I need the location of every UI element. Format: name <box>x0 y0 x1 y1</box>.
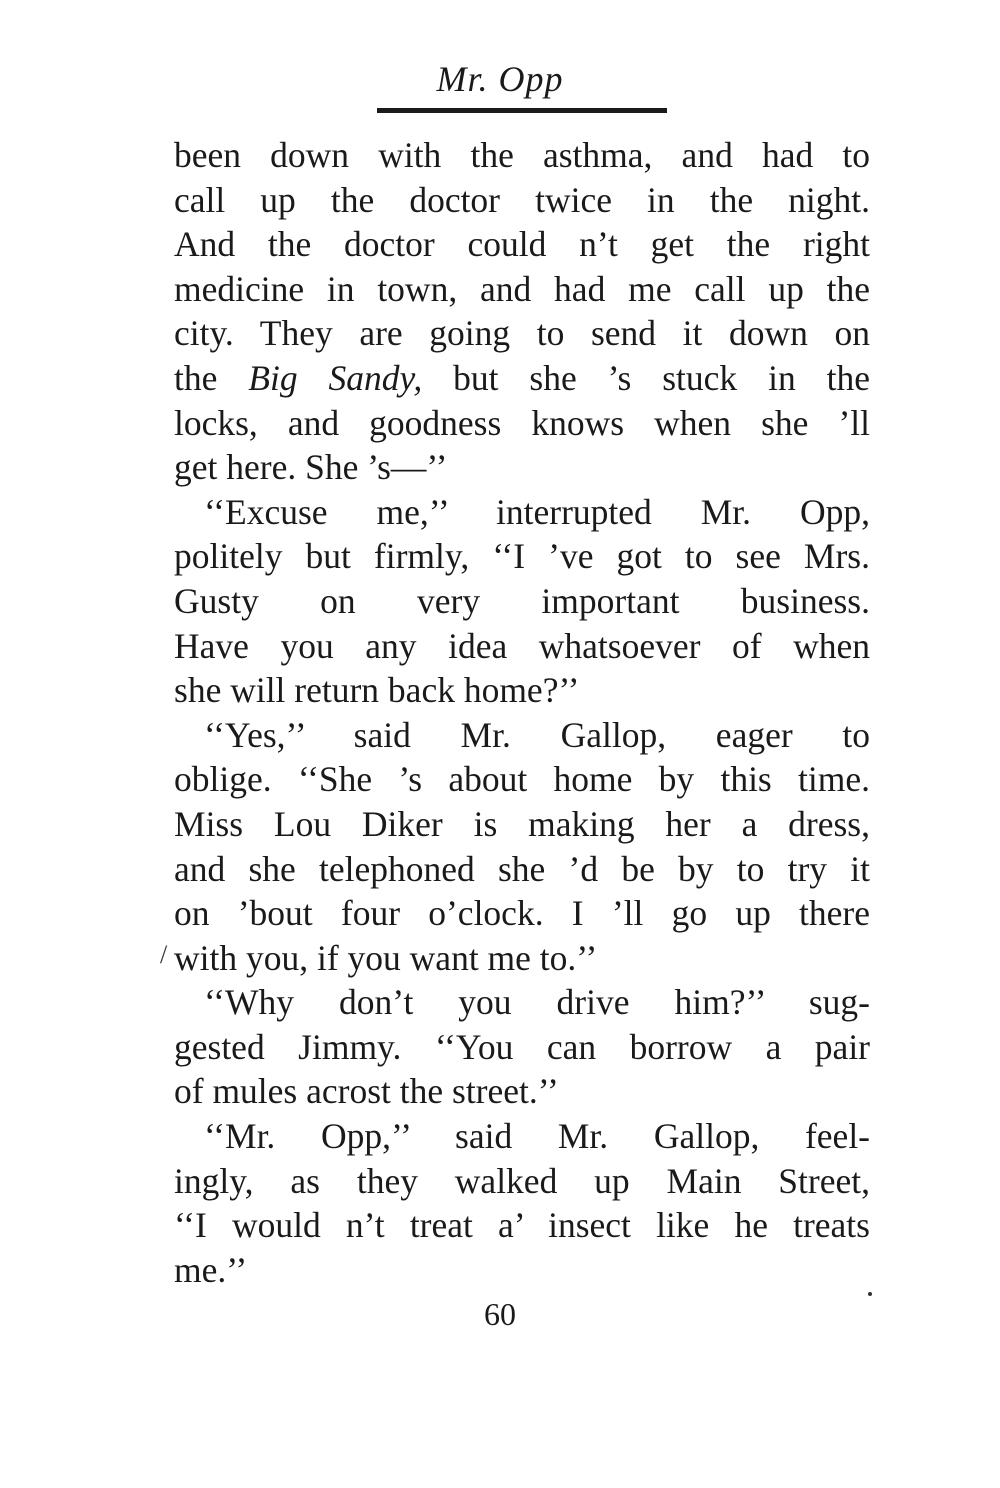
text-line: ‘‘I would n’t treat a’ insect like he treats <box>174 1205 870 1246</box>
text-line <box>174 356 870 401</box>
text-line: locks, and goodness knows when she ’ll <box>174 402 870 443</box>
text-line: ingly, as they walked up Main Street, <box>174 1160 870 1201</box>
text-line: city. They are going to send it down on <box>174 313 870 354</box>
text-line: medicine in town, and had me call up the <box>174 268 870 309</box>
paragraph-2 <box>174 490 870 713</box>
ship-name: Big Sandy, <box>248 357 423 398</box>
paragraph-4 <box>174 980 870 1114</box>
text-line: on ’bout four o’clock. I ’ll go up there <box>174 893 870 934</box>
text-line: and she telephoned she ’d be by to try it <box>174 848 870 889</box>
header-rule <box>377 108 667 113</box>
text-line: call up the doctor twice in the night. <box>174 179 870 220</box>
text-line: oblige. ‘‘She ’s about home by this time. <box>174 759 870 800</box>
paragraph-1 <box>174 133 870 490</box>
text-line: And the doctor could n’t get the right <box>174 224 870 265</box>
running-head: Mr. Opp <box>436 59 564 99</box>
text-line: me.’’ <box>174 1249 248 1290</box>
text-fragment: but she ’s stuck in the <box>422 357 870 398</box>
text-line: gested Jimmy. ‘‘You can borrow a pair <box>174 1026 870 1067</box>
text-line: ‘‘Why don’t you drive him?’’ sug- <box>204 982 870 1023</box>
margin-mark: / <box>160 940 168 969</box>
text-line: ‘‘Mr. Opp,’’ said Mr. Gallop, feel- <box>204 1116 870 1157</box>
text-line: Miss Lou Diker is making her a dress, <box>174 803 870 844</box>
paragraph-5 <box>174 1114 870 1292</box>
text-line: Gusty on very important business. <box>174 580 870 621</box>
paragraph-3 <box>174 713 870 981</box>
text-line: get here. She ’s—’’ <box>174 447 448 488</box>
text-line: she will return back home?’’ <box>174 670 580 711</box>
body-text <box>174 133 870 1292</box>
text-line: been down with the asthma, and had to <box>174 135 870 175</box>
text-fragment: the <box>174 357 249 398</box>
text-line: with you, if you want me to.’’ <box>174 937 598 978</box>
text-line: ‘‘Excuse me,’’ interrupted Mr. Opp, <box>204 491 870 532</box>
text-line: of mules acrost the street.’’ <box>174 1071 559 1112</box>
text-line: Have you any idea whatsoever of when <box>174 625 870 666</box>
page-number: 60 <box>484 1296 516 1332</box>
text-line: politely but firmly, ‘‘I ’ve got to see Mrs. <box>174 536 870 577</box>
text-line: ‘‘Yes,’’ said Mr. Gallop, eager to <box>204 714 870 755</box>
